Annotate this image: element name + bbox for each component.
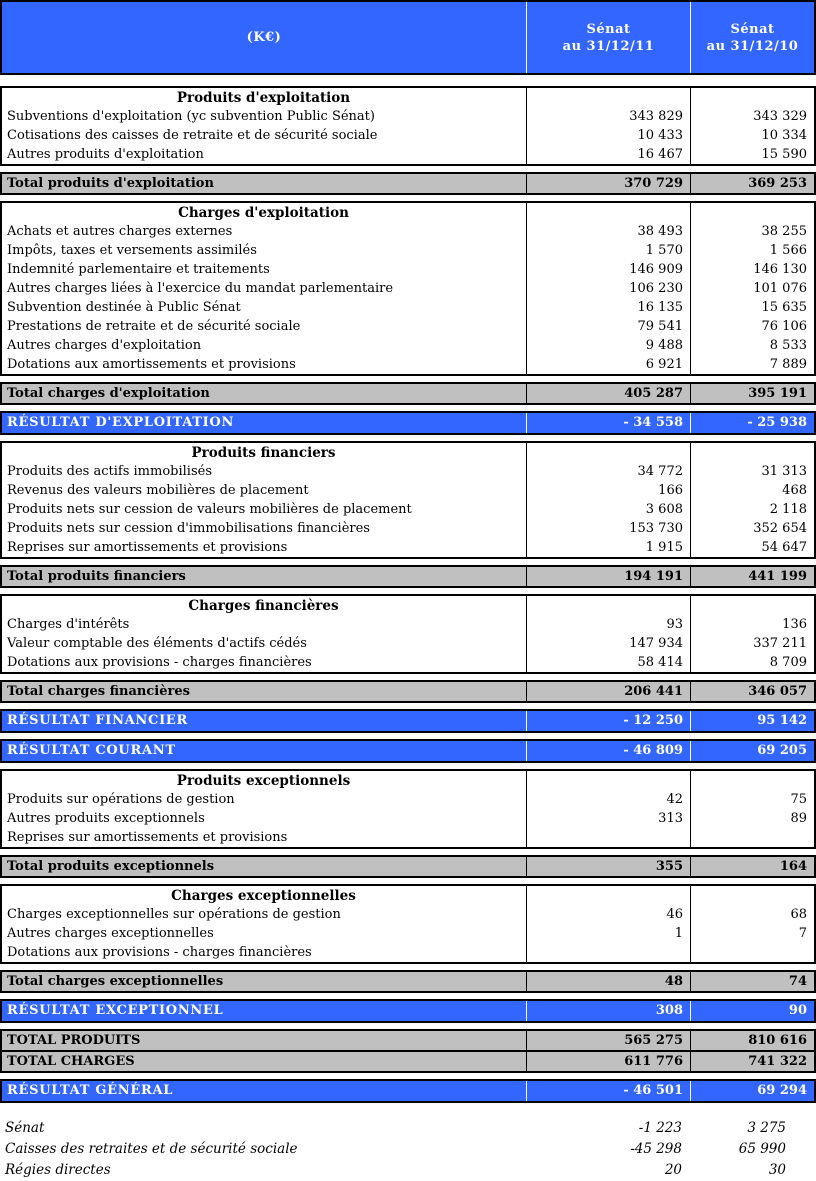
row-label: TOTAL PRODUITS [7, 1032, 141, 1048]
total-row [2, 972, 814, 991]
footnote-value-2010: 3 275 [747, 1120, 786, 1136]
row-label: Total charges exceptionnelles [7, 973, 224, 989]
item-row [2, 260, 814, 279]
row-label: Autres charges d'exploitation [7, 337, 202, 353]
value-2011: 355 [526, 857, 690, 876]
value-2010: 54 647 [690, 538, 814, 557]
section-row [2, 443, 814, 462]
value-2011 [526, 943, 690, 962]
row-label: Impôts, taxes et versements assimilés [7, 242, 257, 258]
value-2010: 7 [690, 924, 814, 943]
footnote-row [0, 1139, 816, 1160]
row-label: Subventions d'exploitation (yc subvention Public Sénat) [7, 108, 375, 124]
item-row [2, 126, 814, 145]
row-label: Produits sur opérations de gestion [7, 791, 235, 807]
value-2011 [526, 771, 690, 790]
value-2010: 15 635 [690, 298, 814, 317]
table-block [0, 86, 816, 166]
row-label: Valeur comptable des éléments d'actifs cédés [7, 635, 307, 651]
value-2011 [526, 88, 690, 107]
result-row [2, 1081, 814, 1101]
value-2011: 313 [526, 809, 690, 828]
value-2011: 370 729 [526, 174, 690, 193]
table-block [0, 855, 816, 878]
row-label: Produits d'exploitation [176, 89, 351, 106]
value-2011: 93 [526, 615, 690, 634]
table-block [0, 565, 816, 588]
footnote-value-2010: 65 990 [738, 1141, 786, 1157]
item-row [2, 538, 814, 557]
row-label: Produits des actifs immobilisés [7, 463, 212, 479]
value-2010: 31 313 [690, 462, 814, 481]
value-2011: 1 570 [526, 241, 690, 260]
total-row [2, 1050, 814, 1071]
row-label: RÉSULTAT FINANCIER [7, 713, 188, 728]
table-block [0, 411, 816, 435]
row-label: Charges financières [188, 597, 339, 614]
value-2011: 106 230 [526, 279, 690, 298]
value-2011: 16 135 [526, 298, 690, 317]
value-2011: 1 [526, 924, 690, 943]
value-2011: 34 772 [526, 462, 690, 481]
row-label: Total produits d'exploitation [7, 175, 214, 191]
value-2011: 146 909 [526, 260, 690, 279]
row-label: Autres charges liées à l'exercice du mandat parlementaire [7, 280, 394, 296]
row-label: Cotisations des caisses de retraite et de sécurité sociale [7, 127, 378, 143]
value-2011: 6 921 [526, 355, 690, 374]
value-2010 [690, 203, 814, 222]
section-row [2, 88, 814, 107]
value-2011: 3 608 [526, 500, 690, 519]
value-2010: 8 709 [690, 653, 814, 672]
unit-label: (K€) [246, 30, 282, 45]
header-row [2, 2, 814, 73]
value-2010: 89 [690, 809, 814, 828]
table-block [0, 769, 816, 849]
value-2011 [526, 443, 690, 462]
table-block [0, 1079, 816, 1103]
row-label: Prestations de retraite et de sécurité sociale [7, 318, 301, 334]
row-label: Produits financiers [191, 444, 336, 461]
item-row [2, 828, 814, 847]
item-row [2, 615, 814, 634]
footnote-value-2011: -1 223 [638, 1120, 682, 1136]
row-label: Charges d'intérêts [7, 616, 130, 632]
result-row [2, 413, 814, 433]
item-row [2, 336, 814, 355]
table-block [0, 709, 816, 733]
item-row [2, 653, 814, 672]
value-2010 [690, 828, 814, 847]
row-label: Produits nets sur cession de valeurs mobilières de placement [7, 501, 412, 517]
value-2010: 75 [690, 790, 814, 809]
value-2011: 194 191 [526, 567, 690, 586]
value-2010: 8 533 [690, 336, 814, 355]
value-2010: 38 255 [690, 222, 814, 241]
table-block [0, 382, 816, 405]
col-2010-line2: au 31/12/10 [706, 38, 799, 54]
row-label: Total charges financières [7, 683, 190, 699]
item-row [2, 107, 814, 126]
row-label: RÉSULTAT D'EXPLOITATION [7, 415, 235, 430]
value-2010: 10 334 [690, 126, 814, 145]
value-2011: 166 [526, 481, 690, 500]
value-2011: 58 414 [526, 653, 690, 672]
col-2010-header-cell [690, 2, 814, 73]
value-2010: 337 211 [690, 634, 814, 653]
value-2011: 147 934 [526, 634, 690, 653]
value-2011: 206 441 [526, 682, 690, 701]
value-2010: 741 322 [690, 1052, 814, 1071]
item-row [2, 905, 814, 924]
result-row [2, 1001, 814, 1021]
value-2010: 395 191 [690, 384, 814, 403]
total-row [2, 174, 814, 193]
row-label: Charges d'exploitation [178, 204, 349, 221]
section-row [2, 596, 814, 615]
item-row [2, 790, 814, 809]
value-2010: 90 [690, 1001, 814, 1021]
value-2011: 48 [526, 972, 690, 991]
value-2010: 369 253 [690, 174, 814, 193]
col-2011-line2: au 31/12/11 [562, 38, 655, 54]
row-label: RÉSULTAT GÉNÉRAL [7, 1083, 174, 1098]
footnote-value-2011: 20 [664, 1162, 682, 1178]
item-row [2, 924, 814, 943]
item-row [2, 241, 814, 260]
section-row [2, 771, 814, 790]
value-2010 [690, 443, 814, 462]
table-block [0, 739, 816, 763]
footnote-value-2010: 30 [768, 1162, 786, 1178]
col-2010-line1: Sénat [730, 21, 775, 37]
item-row [2, 279, 814, 298]
row-label: Produits nets sur cession d'immobilisations financières [7, 520, 370, 536]
row-label: Dotations aux provisions - charges financières [7, 944, 312, 960]
table-block [0, 680, 816, 703]
item-row [2, 634, 814, 653]
row-label: RÉSULTAT COURANT [7, 743, 176, 758]
table-header [0, 0, 816, 75]
table-block [0, 172, 816, 195]
footnote-label: Sénat [5, 1120, 45, 1136]
value-2011: 79 541 [526, 317, 690, 336]
item-row [2, 500, 814, 519]
table-block [0, 201, 816, 376]
value-2010: 346 057 [690, 682, 814, 701]
result-row [2, 711, 814, 731]
table-block [0, 594, 816, 674]
unit-header-cell [2, 2, 526, 73]
value-2011: 308 [526, 1001, 690, 1021]
value-2011: 153 730 [526, 519, 690, 538]
table-block [0, 441, 816, 559]
row-label: Produits exceptionnels [176, 772, 351, 789]
value-2010 [690, 886, 814, 905]
value-2011: - 12 250 [526, 711, 690, 731]
value-2010 [690, 596, 814, 615]
value-2011: 46 [526, 905, 690, 924]
row-label: Dotations aux provisions - charges financières [7, 654, 312, 670]
row-label: RÉSULTAT EXCEPTIONNEL [7, 1003, 224, 1018]
footnote-row [0, 1118, 816, 1139]
total-row [2, 682, 814, 701]
footnote-row [0, 1160, 816, 1181]
value-2010: 69 294 [690, 1081, 814, 1101]
value-2011 [526, 596, 690, 615]
item-row [2, 943, 814, 962]
value-2010: 468 [690, 481, 814, 500]
value-2010: 95 142 [690, 711, 814, 731]
value-2011: 405 287 [526, 384, 690, 403]
value-2010 [690, 943, 814, 962]
section-row [2, 203, 814, 222]
table-body [0, 86, 816, 1103]
value-2011: - 46 501 [526, 1081, 690, 1101]
row-label: Autres produits d'exploitation [7, 146, 204, 162]
value-2011: 611 776 [526, 1052, 690, 1071]
value-2010: 68 [690, 905, 814, 924]
value-2011 [526, 886, 690, 905]
value-2010 [690, 88, 814, 107]
value-2010: 343 329 [690, 107, 814, 126]
footnotes [0, 1118, 816, 1181]
row-label: Dotations aux amortissements et provisions [7, 356, 296, 372]
table-block [0, 999, 816, 1023]
row-label: Reprises sur amortissements et provisions [7, 829, 288, 845]
row-label: Achats et autres charges externes [7, 223, 233, 239]
value-2011: 9 488 [526, 336, 690, 355]
section-row [2, 886, 814, 905]
value-2011: 1 915 [526, 538, 690, 557]
row-label: Autres produits exceptionnels [7, 810, 205, 826]
value-2011: 42 [526, 790, 690, 809]
value-2010: 76 106 [690, 317, 814, 336]
item-row [2, 481, 814, 500]
item-row [2, 462, 814, 481]
item-row [2, 809, 814, 828]
value-2011 [526, 828, 690, 847]
footnote-label: Caisses des retraites et de sécurité sociale [5, 1141, 298, 1157]
value-2011 [526, 203, 690, 222]
item-row [2, 519, 814, 538]
value-2010: 146 130 [690, 260, 814, 279]
value-2010: 136 [690, 615, 814, 634]
value-2010: 74 [690, 972, 814, 991]
row-label: Subvention destinée à Public Sénat [7, 299, 241, 315]
value-2010: 2 118 [690, 500, 814, 519]
col-2011-line1: Sénat [586, 21, 631, 37]
table-block [0, 884, 816, 964]
footnote-label: Régies directes [5, 1162, 111, 1178]
value-2010: 164 [690, 857, 814, 876]
item-row [2, 317, 814, 336]
row-label: Reprises sur amortissements et provisions [7, 539, 288, 555]
item-row [2, 298, 814, 317]
value-2011: 10 433 [526, 126, 690, 145]
value-2011: - 46 809 [526, 741, 690, 761]
total-row [2, 857, 814, 876]
row-label: Total produits financiers [7, 568, 186, 584]
value-2011: 16 467 [526, 145, 690, 164]
col-2011-header-cell [526, 2, 690, 73]
total-row [2, 1031, 814, 1050]
item-row [2, 145, 814, 164]
value-2011: 343 829 [526, 107, 690, 126]
value-2010: 69 205 [690, 741, 814, 761]
row-label: Charges exceptionnelles sur opérations de gestion [7, 906, 341, 922]
row-label: Autres charges exceptionnelles [7, 925, 214, 941]
row-label: Charges exceptionnelles [171, 887, 356, 904]
value-2011: - 34 558 [526, 413, 690, 433]
value-2010: 1 566 [690, 241, 814, 260]
item-row [2, 355, 814, 374]
result-row [2, 741, 814, 761]
value-2011: 565 275 [526, 1031, 690, 1050]
value-2010 [690, 771, 814, 790]
total-row [2, 567, 814, 586]
value-2011: 38 493 [526, 222, 690, 241]
footnote-value-2011: -45 298 [630, 1141, 682, 1157]
table-block [0, 1029, 816, 1073]
total-row [2, 384, 814, 403]
value-2010: 441 199 [690, 567, 814, 586]
row-label: Total produits exceptionnels [7, 858, 215, 874]
value-2010: - 25 938 [690, 413, 814, 433]
value-2010: 101 076 [690, 279, 814, 298]
table-block [0, 970, 816, 993]
value-2010: 352 654 [690, 519, 814, 538]
value-2010: 7 889 [690, 355, 814, 374]
row-label: TOTAL CHARGES [7, 1053, 135, 1069]
value-2010: 15 590 [690, 145, 814, 164]
row-label: Revenus des valeurs mobilières de placement [7, 482, 309, 498]
item-row [2, 222, 814, 241]
row-label: Indemnité parlementaire et traitements [7, 261, 270, 277]
value-2010: 810 616 [690, 1031, 814, 1050]
row-label: Total charges d'exploitation [7, 385, 210, 401]
